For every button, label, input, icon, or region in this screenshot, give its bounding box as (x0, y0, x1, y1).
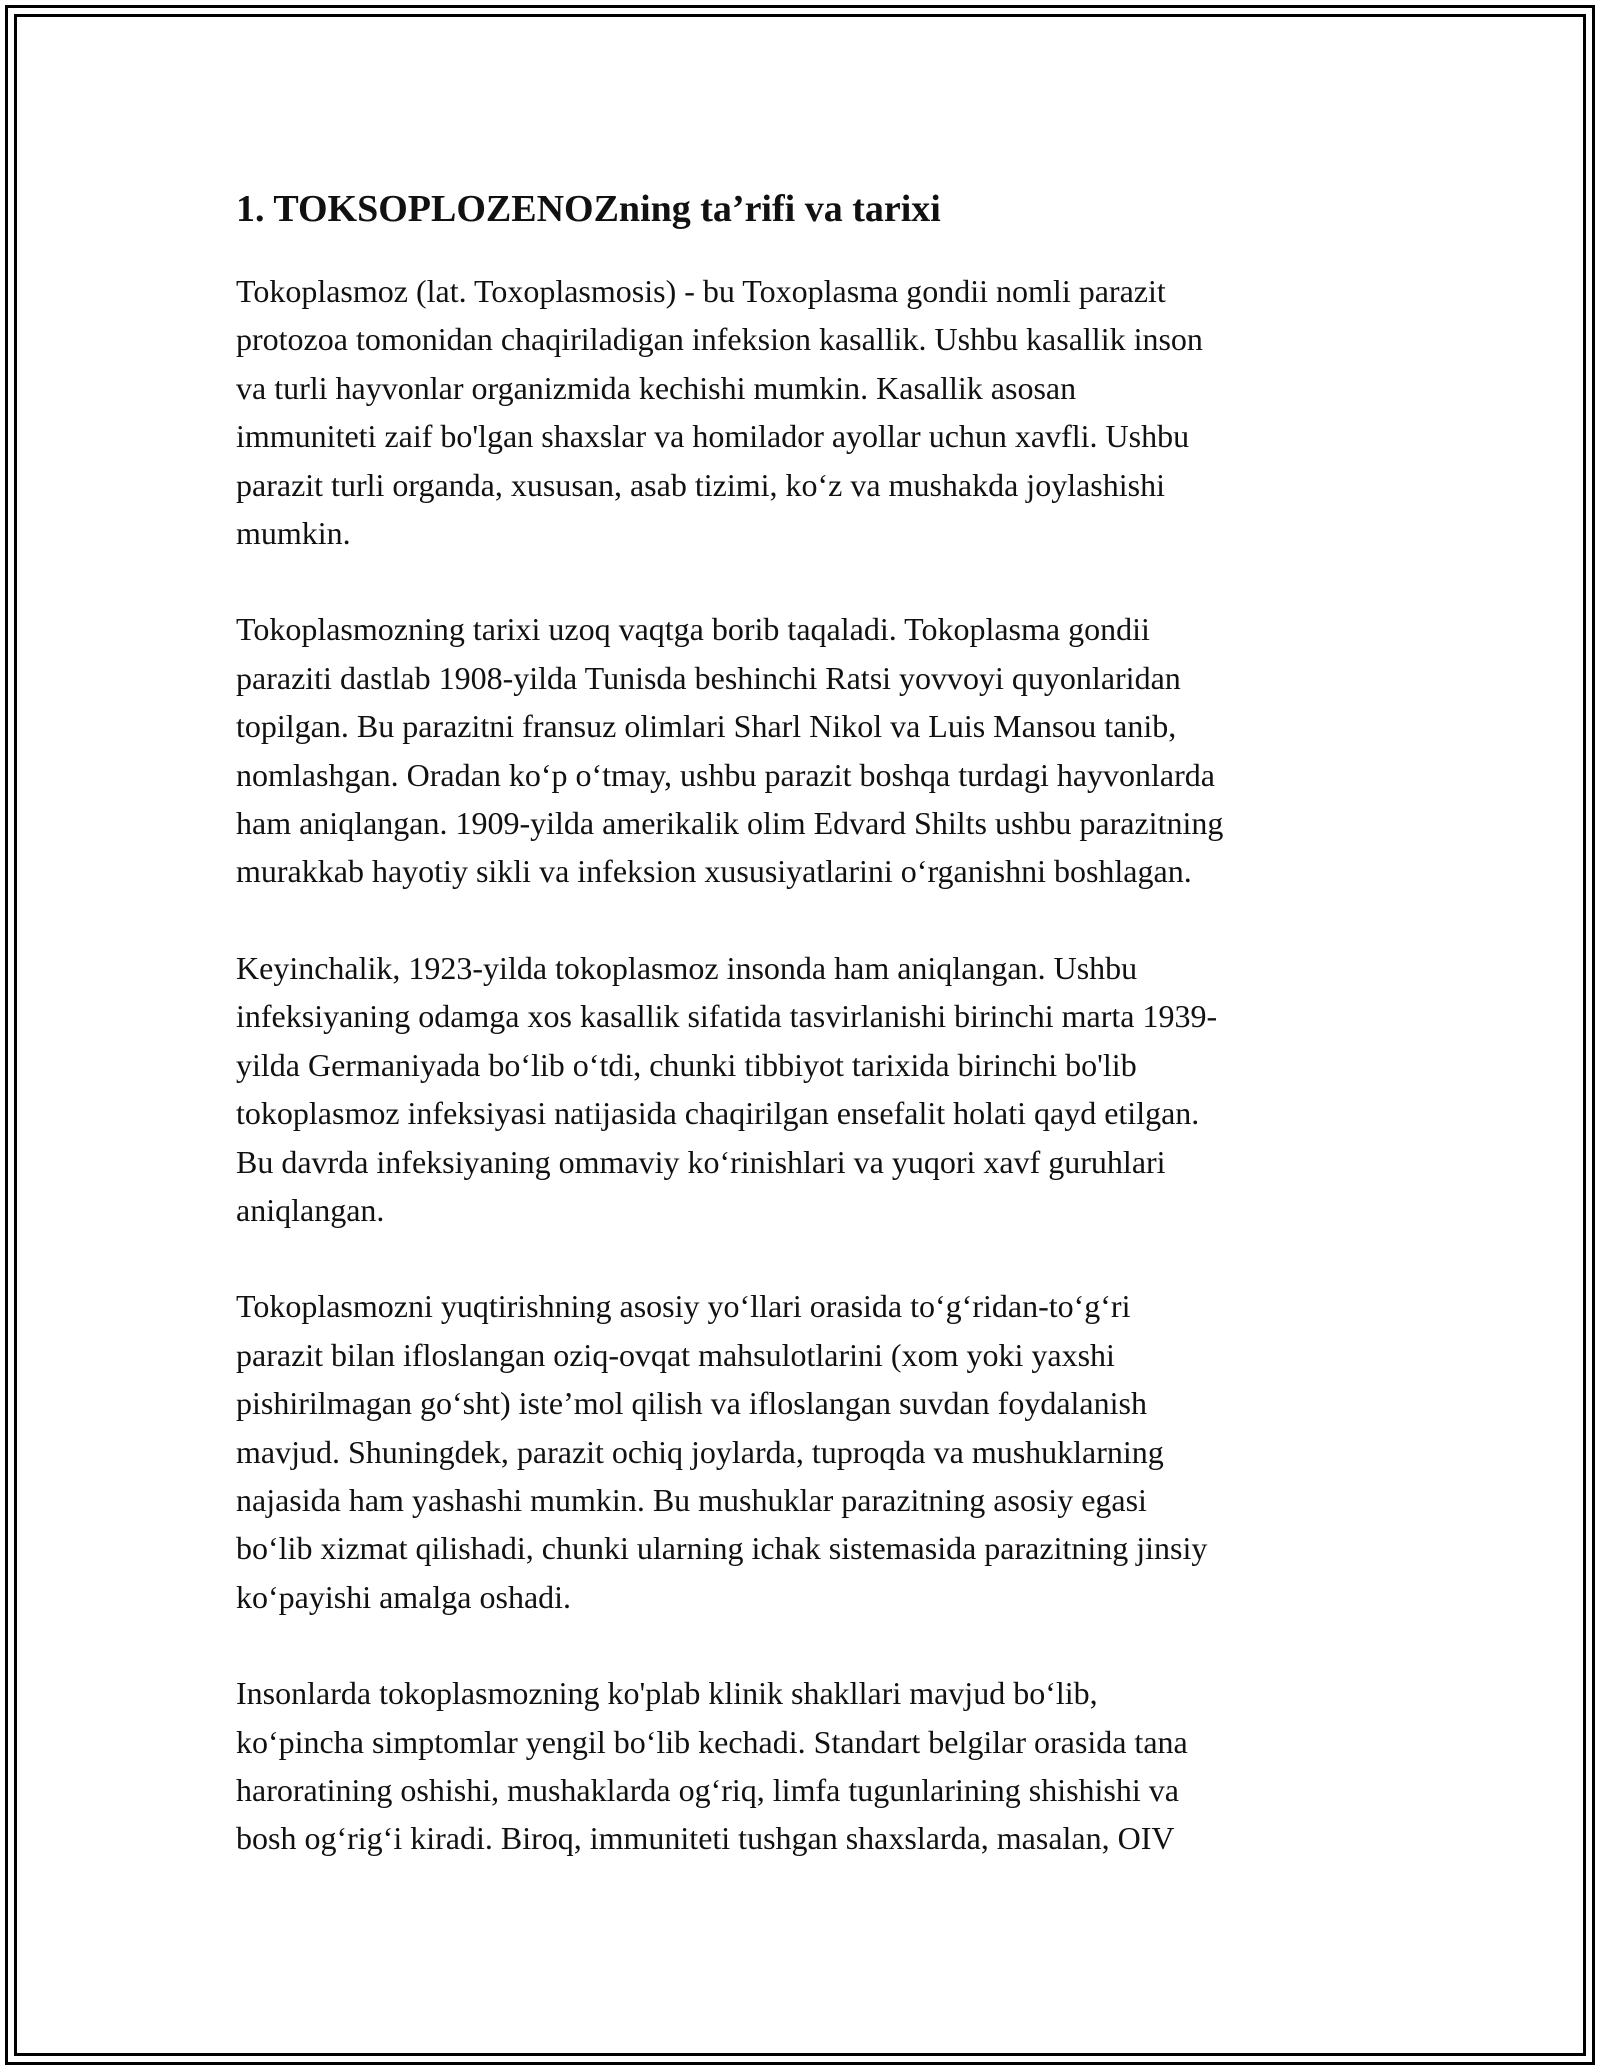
text-line: ham aniqlangan. 1909-yilda amerikalik olim Edvard Shilts ushbu parazitning (236, 805, 1224, 842)
text-line: ko‘payishi amalga oshadi. (236, 1578, 572, 1615)
text-line: immuniteti zaif bo'lgan shaxslar va homilador ayollar uchun xavfli. Ushbu (236, 418, 1190, 455)
text-line: protozoa tomonidan chaqiriladigan infeksion kasallik. Ushbu kasallik inson (236, 321, 1203, 358)
paragraph-human-discovery (236, 944, 1396, 1234)
text-line: Tokoplasmozning tarixi uzoq vaqtga borib taqaladi. Tokoplasma gondii (236, 611, 1150, 648)
text-line: topilgan. Bu parazitni fransuz olimlari Sharl Nikol va Luis Mansou tanib, (236, 708, 1177, 745)
text-line: bosh og‘rig‘i kiradi. Biroq, immuniteti tushgan shaxslarda, masalan, OIV (236, 1820, 1175, 1857)
paragraph-transmission (236, 1282, 1396, 1621)
text-line: parazit bilan ifloslangan oziq-ovqat mahsulotlarini (xom yoki yaxshi (236, 1336, 1115, 1373)
text-line: mumkin. (236, 515, 351, 552)
section-heading: 1. TOKSOPLOZENOZning ta’rifi va tarixi (236, 188, 941, 230)
paragraph-definition (236, 267, 1396, 557)
paragraph-clinical-forms (236, 1669, 1396, 1863)
text-line: murakkab hayotiy sikli va infeksion xususiyatlarini o‘rganishni boshlagan. (236, 853, 1192, 890)
text-line: pishirilmagan go‘sht) iste’mol qilish va ifloslangan suvdan foydalanish (236, 1385, 1147, 1422)
text-line: paraziti dastlab 1908-yilda Tunisda beshinchi Ratsi yovvoyi quyonlaridan (236, 659, 1181, 696)
text-line: Keyinchalik, 1923-yilda tokoplasmoz insonda ham aniqlangan. Ushbu (236, 949, 1138, 986)
text-line: Insonlarda tokoplasmozning ko'plab klinik shakllari mavjud bo‘lib, (236, 1675, 1098, 1712)
document-body (236, 187, 1396, 1911)
text-line: mavjud. Shuningdek, parazit ochiq joylarda, tuproqda va mushuklarning (236, 1433, 1164, 1470)
text-line: najasida ham yashashi mumkin. Bu mushuklar parazitning asosiy egasi (236, 1481, 1147, 1518)
text-line: va turli hayvonlar organizmida kechishi mumkin. Kasallik asosan (236, 369, 1077, 406)
text-line: ko‘pincha simptomlar yengil bo‘lib kechadi. Standart belgilar orasida tana (236, 1723, 1188, 1760)
paragraph-history (236, 605, 1396, 895)
text-line: tokoplasmoz infeksiyasi natijasida chaqirilgan ensefalit holati qayd etilgan. (236, 1095, 1200, 1132)
text-line: nomlashgan. Oradan ko‘p o‘tmay, ushbu parazit boshqa turdagi hayvonlarda (236, 756, 1215, 793)
text-line: infeksiyaning odamga xos kasallik sifatida tasvirlanishi birinchi marta 1939- (236, 998, 1218, 1035)
text-line: Tokoplasmozni yuqtirishning asosiy yo‘llari orasida to‘g‘ridan-to‘g‘ri (236, 1288, 1131, 1325)
text-line: Bu davrda infeksiyaning ommaviy ko‘rinishlari va yuqori xavf guruhlari (236, 1143, 1166, 1180)
text-line: bo‘lib xizmat qilishadi, chunki ularning ichak sistemasida parazitning jinsiy (236, 1530, 1208, 1567)
text-line: yilda Germaniyada bo‘lib o‘tdi, chunki tibbiyot tarixida birinchi bo'lib (236, 1046, 1137, 1083)
text-line: Tokoplasmoz (lat. Toxoplasmosis) - bu Toxoplasma gondii nomli parazit (236, 273, 1166, 309)
text-line: aniqlangan. (236, 1191, 385, 1228)
text-line: parazit turli organda, xususan, asab tizimi, ko‘z va mushakda joylashishi (236, 466, 1165, 503)
text-line: haroratining oshishi, mushaklarda og‘riq, limfa tugunlarining shishishi va (236, 1771, 1179, 1808)
